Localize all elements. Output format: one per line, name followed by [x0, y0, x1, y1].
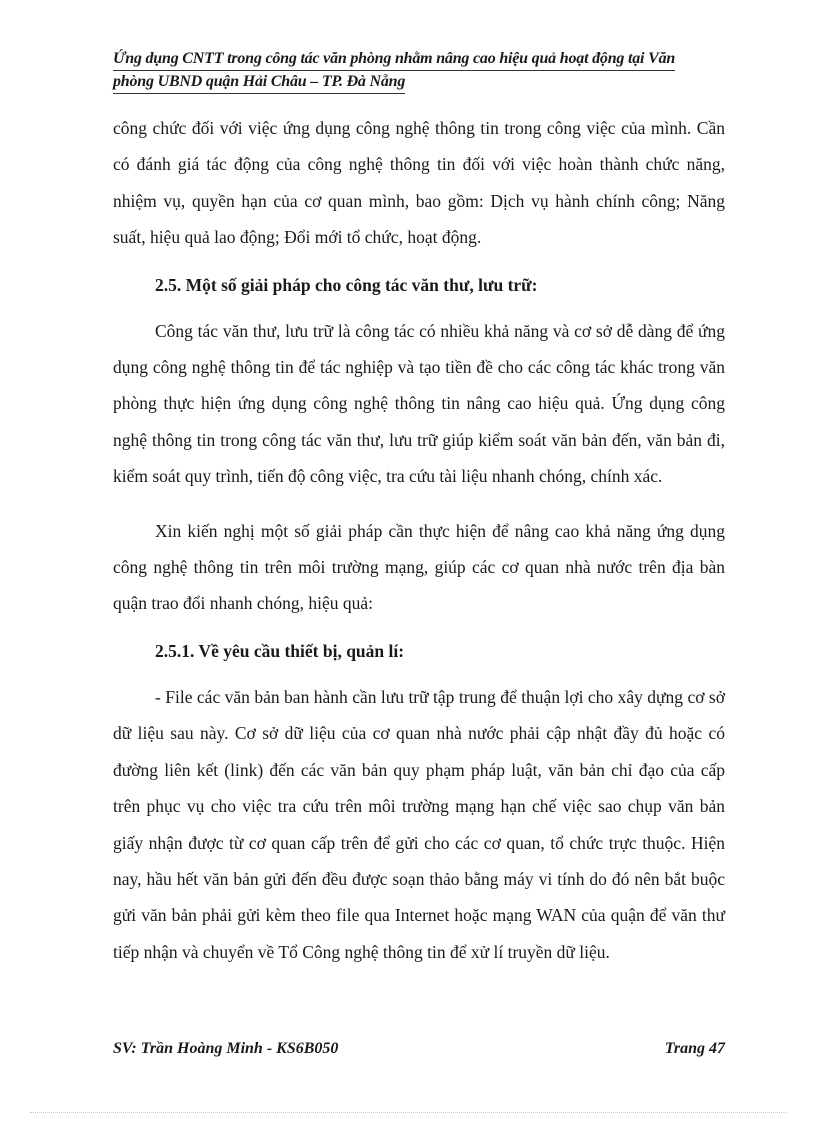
paragraph-archive-work: Công tác văn thư, lưu trữ là công tác có nhiều khả năng và cơ sở dễ dàng để ứng dụng công nghệ thông tin để tác nghiệp và tạo tiền đề cho các công tác khác trong văn phòng thực hiện ứng dụng công nghệ thông tin nâng cao hiệu quả. Ứng dụng công nghệ thông tin trong công tác văn thư, lưu trữ giúp kiểm soát văn bản đến, văn bản đi, kiểm soát quy trình, tiến độ công việc, tra cứu tài liệu nhanh chóng, chính xác. — [113, 320, 725, 487]
footer-author: SV: Trần Hoàng Minh - KS6B050 — [113, 1040, 339, 1057]
section-heading-2-5: 2.5. Một số giải pháp cho công tác văn thư, lưu trữ: — [155, 274, 538, 295]
paragraph-recommendations: Xin kiến nghị một số giải pháp cần thực hiện để nâng cao khả năng ứng dụng công nghệ thông tin trên môi trường mạng, giúp các cơ quan nhà nước trên địa bàn quận trao đổi nhanh chóng, hiệu quả: — [113, 520, 725, 614]
section-heading-2-5-1: 2.5.1. Về yêu cầu thiết bị, quản lí: — [155, 640, 405, 661]
page-bottom-divider — [30, 1112, 786, 1113]
running-header — [113, 48, 725, 94]
page-footer — [113, 1040, 725, 1058]
header-title-line-2: phòng UBND quận Hải Châu – TP. Đà Nẵng — [113, 71, 405, 94]
paragraph-continued: công chức đối với việc ứng dụng công nghệ thông tin trong công việc của mình. Cần có đánh giá tác động của công nghệ thông tin đối với việc hoàn thành chức năng, nhiệm vụ, quyền hạn của cơ quan mình, bao gồm: Dịch vụ hành chính công; Năng suất, hiệu quả lao động; Đổi mới tổ chức, hoạt động. — [113, 118, 725, 248]
footer-page-number: Trang 47 — [664, 1040, 725, 1057]
header-title-line-1: Ứng dụng CNTT trong công tác văn phòng nhằm nâng cao hiệu quả hoạt động tại Văn — [113, 48, 675, 71]
page-body — [113, 110, 725, 970]
paragraph-equipment-requirements: - File các văn bản ban hành cần lưu trữ tập trung để thuận lợi cho xây dựng cơ sở dữ liệu sau này. Cơ sở dữ liệu của cơ quan nhà nước phải cập nhật đầy đủ hoặc có đường liên kết (link) đến các văn bản quy phạm pháp luật, văn bản chỉ đạo của cấp trên phục vụ cho việc tra cứu trên môi trường mạng hạn chế việc sao chụp văn bản giấy nhận được từ cơ quan cấp trên để gửi cho các cơ quan, tổ chức trực thuộc. Hiện nay, hầu hết văn bản gửi đến đều được soạn thảo bằng máy vi tính do đó nên bắt buộc gửi văn bản phải gửi kèm theo file qua Internet hoặc mạng WAN của quận để văn thư tiếp nhận và chuyển về Tổ Công nghệ thông tin để xử lí truyền dữ liệu. — [113, 686, 725, 962]
